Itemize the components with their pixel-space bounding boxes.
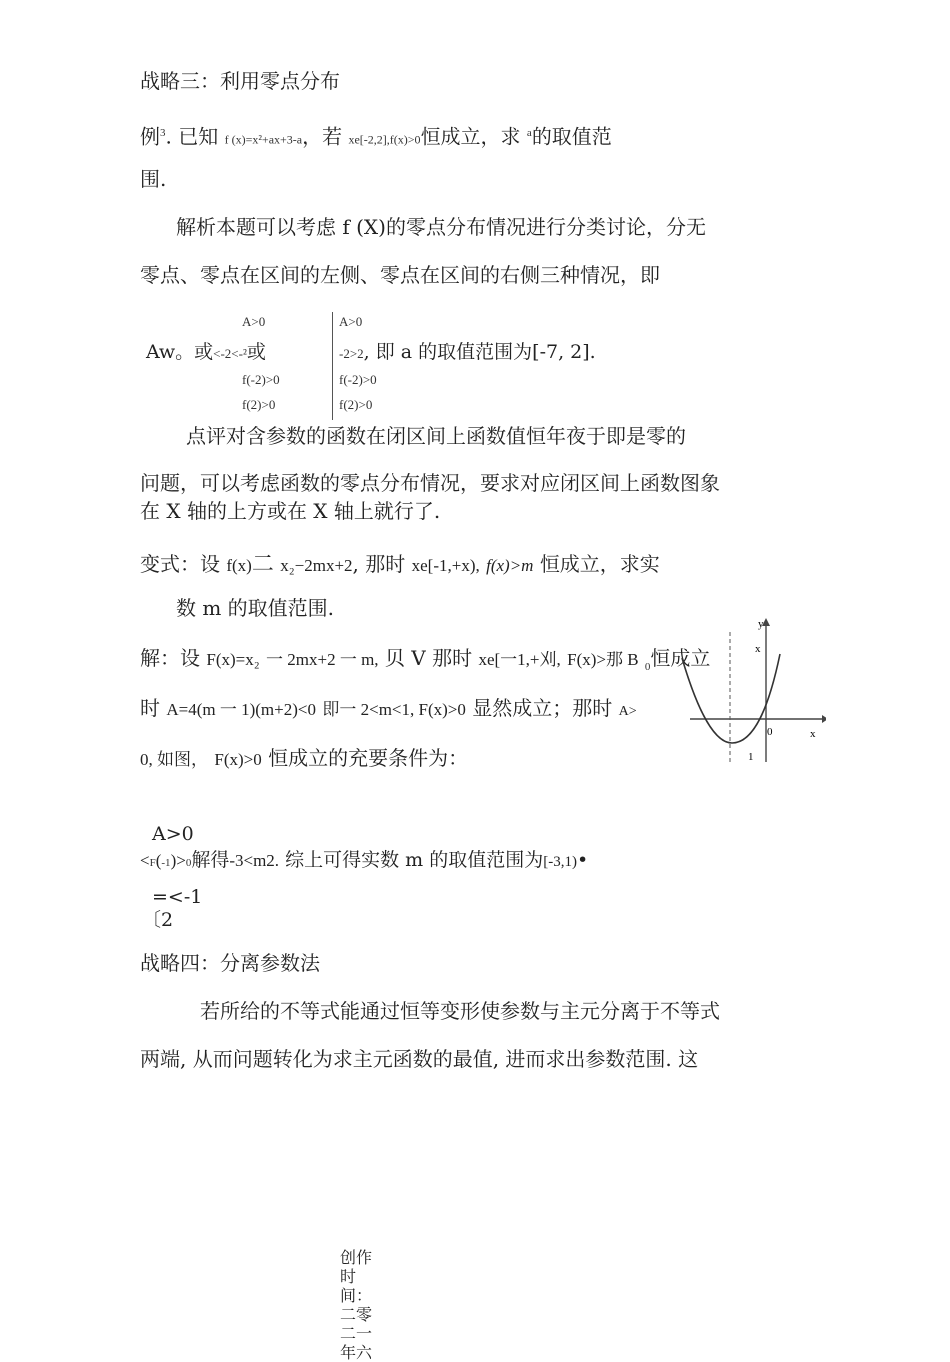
comment-line3: 在 X 轴的上方或在 X 轴上就行了. xyxy=(140,499,441,523)
system-left-delta: A>0 xyxy=(242,314,266,329)
solution-s1a: 解：设 xyxy=(140,646,200,670)
graph-x-label-top: x xyxy=(755,643,761,655)
example3-prefix: 例 xyxy=(140,124,160,149)
example3-condition: xe[-2,2],f(x)>0 xyxy=(348,132,421,147)
solution-s1c: 一 2mx+2 一 m, xyxy=(266,650,379,669)
system-right-delta: A>0 xyxy=(339,314,363,329)
system2-line1: A>0 xyxy=(152,823,194,845)
comment-line1: 点评对含参数的函数在闭区间上函数值恒年夜于即是零的 xyxy=(186,424,686,448)
graph-y-label: y xyxy=(758,618,764,630)
system-left-mid: <-2<-² xyxy=(213,346,247,361)
solution-s1d: 贝 V 那时 xyxy=(384,646,473,670)
solution-s3a: 0, 如图， xyxy=(140,750,208,769)
graph-parabola xyxy=(682,654,780,743)
example3-line2: 围. xyxy=(140,167,167,191)
variant-h: 恒成立，求实 xyxy=(539,552,660,576)
solution-s1g: 0 xyxy=(644,661,651,673)
analysis-line2: 零点、零点在区间的左侧、零点在区间的右侧三种情况，即 xyxy=(140,263,660,287)
system-right-mid: -2>2 xyxy=(339,346,364,361)
strategy4-line2: 两端, 从而问题转化为求主元函数的最值, 进而求出参数范围. 这 xyxy=(140,1047,699,1071)
example3-text4: 的取值范 xyxy=(531,124,612,149)
strategy4-heading: 战略四：分离参数法 xyxy=(140,951,320,975)
example3-text3: 恒成立，求 xyxy=(420,124,521,149)
footer-creation-time: 创作时间：二零二一年六 xyxy=(340,1248,373,1362)
solution-line1 xyxy=(140,645,710,680)
system2-l2b: F xyxy=(149,857,156,869)
system2-l2e: )> xyxy=(170,851,186,870)
strategy4-line1: 若所给的不等式能通过恒等变形使参数与主元分离于不等式 xyxy=(200,999,720,1023)
example3-line1 xyxy=(140,120,612,153)
solution-s1f: F(x)>那 B xyxy=(567,650,639,669)
solution-s2d: 显然成立；那时 xyxy=(472,696,613,720)
system-right-main xyxy=(339,339,596,365)
system-aw-text: Aw。或 xyxy=(146,341,214,363)
example3-text2: ，若 xyxy=(302,124,343,149)
solution-s1b: F(x)=x₂ xyxy=(206,650,260,669)
solution-s2c: 即一 2<m<1, F(x)>0 xyxy=(322,700,466,719)
graph-x-label-axis: x xyxy=(810,728,816,740)
example3-param: a xyxy=(526,127,532,139)
variant-c: 二 xyxy=(251,552,274,577)
example3-number: 3 xyxy=(160,127,166,139)
solution-s2b: A=4(m 一 1)(m+2)<0 xyxy=(166,700,316,719)
system2-l2k: • xyxy=(576,849,589,871)
solution-line2 xyxy=(140,695,637,725)
system2-l2j: [-3,1) xyxy=(543,854,577,870)
system2-l2d: -1 xyxy=(161,857,171,869)
graph-origin-label: 0 xyxy=(767,726,773,738)
solution-s3c: 恒成立的充要条件为： xyxy=(268,746,469,770)
variant-f: xe[-1,+x), xyxy=(411,556,480,575)
system2-l2c: ( xyxy=(155,851,162,870)
system2-l2a: < xyxy=(140,851,150,870)
system2-l2f: 0 xyxy=(185,857,192,869)
system-conclusion: , 即 a 的取值范围为[-7, 2]. xyxy=(363,341,596,363)
system-or-text: 或 xyxy=(246,341,266,363)
variant-d: x₂−2mx+2 xyxy=(280,556,353,575)
system-right-f1: f(-2)>0 xyxy=(339,372,377,387)
system-left-f1: f(-2)>0 xyxy=(242,372,280,387)
variant-line2: 数 m 的取值范围. xyxy=(176,596,335,620)
variant-e: , 那时 xyxy=(352,552,406,576)
solution-line3 xyxy=(140,745,468,773)
system-left-main xyxy=(146,339,266,365)
system2-line2 xyxy=(140,847,588,876)
solution-s3b: F(x)>0 xyxy=(214,750,262,769)
solution-s1e: xe[一1,+刈, xyxy=(478,650,561,669)
strategy3-heading: 战略三：利用零点分布 xyxy=(140,69,340,93)
variant-a: 变式：设 xyxy=(140,552,220,576)
system2-l2h: -3<m2. xyxy=(229,851,280,870)
example3-function: f (x)=x²+ax+3-a xyxy=(224,132,303,147)
solution-s1h: 恒成立 xyxy=(650,646,711,670)
system-right-f2: f(2)>0 xyxy=(339,397,373,412)
system-left-f2: f(2)>0 xyxy=(242,397,276,412)
system2-l2i: 综上可得实数 m 的取值范围为 xyxy=(285,849,544,871)
parabola-graph xyxy=(676,612,826,768)
variant-line1 xyxy=(140,551,660,579)
example3-text1: . 已知 xyxy=(165,124,219,149)
variant-g: f(x)>m xyxy=(486,556,534,575)
analysis-line1: 解析本题可以考虑 f (X)的零点分布情况进行分类讨论，分无 xyxy=(176,215,706,239)
solution-s2a: 时 xyxy=(140,696,160,720)
solution-s2e: A> xyxy=(618,704,637,719)
variant-b: f(x) xyxy=(226,556,252,575)
system2-line3: =<-1 xyxy=(152,886,203,908)
system2-l2g: 解得 xyxy=(191,849,230,871)
graph-x-arrow xyxy=(822,715,826,723)
system2-line4: 〔2 xyxy=(142,909,174,931)
system-divider xyxy=(332,312,333,420)
graph-one-label: 1 xyxy=(748,751,754,763)
comment-line2: 问题，可以考虑函数的零点分布情况，要求对应闭区间上函数图象 xyxy=(140,471,720,495)
